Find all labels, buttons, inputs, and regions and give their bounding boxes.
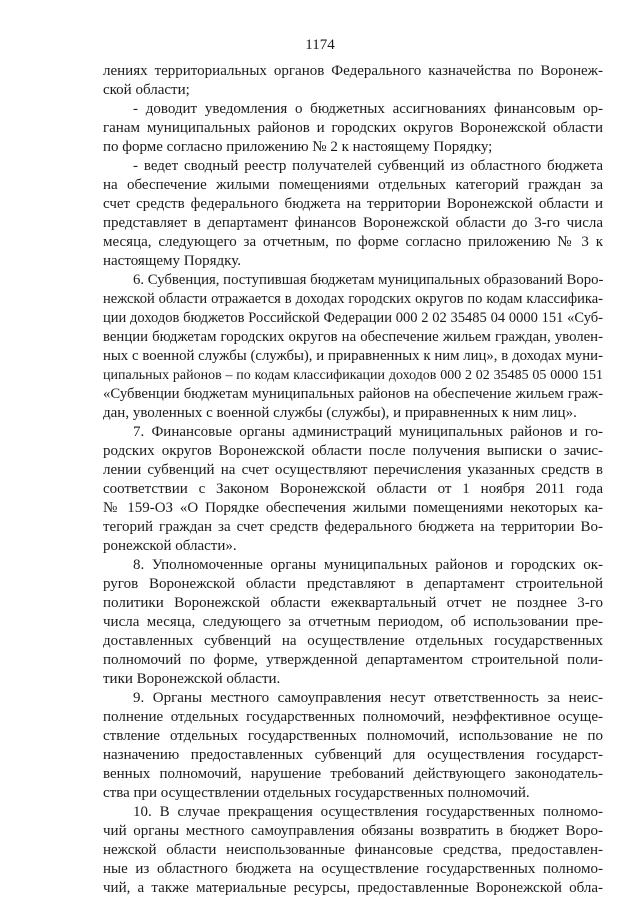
text-line: лении субвенций на счет осуществляют перечисления указанных средств в xyxy=(103,462,603,478)
text-line: соответствии с Законом Воронежской области от 1 ноября 2011 года xyxy=(103,481,603,497)
text-line: настоящему Порядку. xyxy=(103,253,241,269)
page-number: 1174 xyxy=(305,37,335,53)
text-line: 7. Финансовые органы администраций муниципальных районов и го- xyxy=(133,424,603,440)
text-line: ствление отдельных государственных полномочий, использование не по xyxy=(103,728,603,744)
text-line: полномочий по форме, утвержденной департаментом строительной поли- xyxy=(103,652,603,668)
text-line: ства при осуществлении отдельных государственных полномочий. xyxy=(103,785,530,801)
text-line: 10. В случае прекращения осуществления государственных полномо- xyxy=(133,804,603,820)
text-line: ронежской области». xyxy=(103,538,237,554)
text-line: ской области; xyxy=(103,82,190,98)
text-line: венции бюджетам городских округов на обеспечение жильем граждан, уволен- xyxy=(103,329,603,345)
text-line: ругов Воронежской области представляют в департамент строительной xyxy=(103,576,603,592)
text-line: ганам муниципальных районов и городских округов Воронежской области xyxy=(103,120,603,136)
text-line: № 159-ОЗ «О Порядке обеспечения жилыми помещениями некоторых ка- xyxy=(103,500,603,516)
text-line: представляет в департамент финансов Воронежской области до 3-го числа xyxy=(103,215,603,231)
text-line: ных с военной службы (службы), и приравненных к ним лиц», в доходах муни- xyxy=(103,348,603,364)
document-body xyxy=(103,62,603,898)
text-line: счет средств федерального бюджета на территории Воронежской области и xyxy=(103,196,603,212)
text-line: ции доходов бюджетов Российской Федерации 000 2 02 35485 04 0000 151 «Суб- xyxy=(103,310,603,326)
text-line: назначению предоставленных субвенций для осуществления государст- xyxy=(103,747,603,763)
text-line: политики Воронежской области ежеквартальный отчет не позднее 3-го xyxy=(103,595,603,611)
text-line: - ведет сводный реестр получателей субвенций из областного бюджета xyxy=(133,158,603,174)
text-line: чий органы местного самоуправления обязаны возвратить в бюджет Воро- xyxy=(103,823,603,839)
text-line: числа месяца, следующего за отчетным периодом, об использовании пре- xyxy=(103,614,603,630)
text-line: «Субвенции бюджетам муниципальных районов на обеспечение жильем граж- xyxy=(103,386,603,402)
text-line: 9. Органы местного самоуправления несут ответственность за неис- xyxy=(133,690,603,706)
text-line: тегорий граждан за счет средств федерального бюджета на территории Во- xyxy=(103,519,603,535)
text-line: месяца, следующего за отчетным, по форме согласно приложению № 3 к xyxy=(103,234,603,250)
text-line: родских округов Воронежской области после получения выписки о зачис- xyxy=(103,443,603,459)
text-line: 6. Субвенция, поступившая бюджетам муниципальных образований Воро- xyxy=(133,272,603,288)
text-line: нежской области неиспользованные финансовые средства, предоставлен- xyxy=(103,842,603,858)
text-line: 8. Уполномоченные органы муниципальных районов и городских ок- xyxy=(133,557,603,573)
text-line: лениях территориальных органов Федерального казначейства по Воронеж- xyxy=(103,63,603,79)
text-line: по форме согласно приложению № 2 к настоящему Порядку; xyxy=(103,139,493,155)
text-line: ные из областного бюджета на осуществление государственных полномо- xyxy=(103,861,603,877)
text-line: тики Воронежской области. xyxy=(103,671,281,687)
text-line: на обеспечение жилыми помещениями отдельных категорий граждан за xyxy=(103,177,603,193)
text-line: ципальных районов – по кодам классификации доходов 000 2 02 35485 05 0000 151 xyxy=(103,368,603,383)
text-line: полнение отдельных государственных полномочий, неэффективное осуще- xyxy=(103,709,603,725)
text-line: чий, а также материальные ресурсы, предоставленные Воронежской обла- xyxy=(103,880,603,896)
text-line: нежской области отражается в доходах городских округов по кодам классифика- xyxy=(103,291,603,307)
text-line: доставленных субвенций на осуществление отдельных государственных xyxy=(103,633,603,649)
text-line: - доводит уведомления о бюджетных ассигнованиях финансовым ор- xyxy=(133,101,603,117)
text-line: дан, уволенных с военной службы (службы), и приравненных к ним лиц». xyxy=(103,405,577,421)
text-line: венных полномочий, нарушение требований действующего законодатель- xyxy=(103,766,603,782)
